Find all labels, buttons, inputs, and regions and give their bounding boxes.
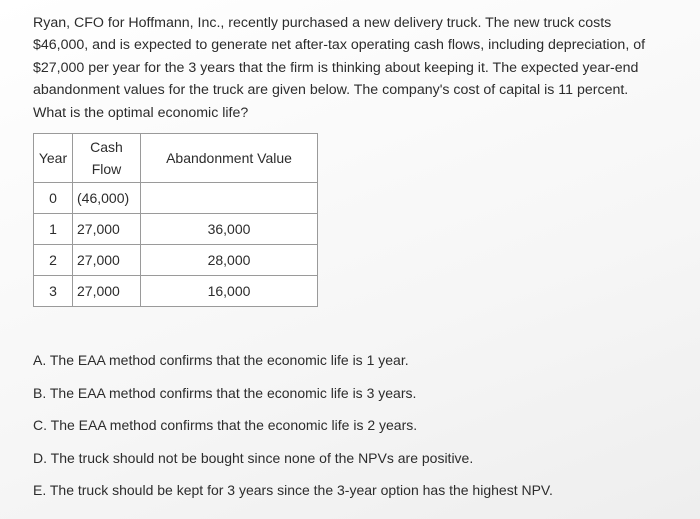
header-abandonment-value: Abandonment Value xyxy=(141,134,318,183)
cash-flow-table xyxy=(33,133,318,307)
cell-abandonment: 28,000 xyxy=(141,245,318,276)
question-line: abandonment values for the truck are given below. The company's cost of capital is 11 percent. xyxy=(33,82,629,99)
question-line: $27,000 per year for the 3 years that the firm is thinking about keeping it. The expected year-end xyxy=(33,59,639,76)
header-year: Year xyxy=(34,134,73,183)
cell-cash-flow: 27,000 xyxy=(73,214,141,245)
header-cash-flow-line1: Cash xyxy=(90,139,123,155)
question-line: Ryan, CFO for Hoffmann, Inc., recently purchased a new delivery truck. The new truck costs xyxy=(33,15,612,31)
cell-year: 0 xyxy=(34,183,73,214)
header-cash-flow-line2: Flow xyxy=(91,161,122,177)
question-text xyxy=(33,12,683,124)
cell-year: 2 xyxy=(34,245,73,276)
answer-option-b[interactable]: B. The EAA method confirms that the economic life is 3 years. xyxy=(33,384,417,401)
table-row xyxy=(34,276,318,307)
answer-option-e[interactable]: E. The truck should be kept for 3 years since the 3-year option has the highest NPV. xyxy=(33,482,553,498)
answer-option-c[interactable]: C. The EAA method confirms that the economic life is 2 years. xyxy=(33,417,418,433)
cell-abandonment: 16,000 xyxy=(141,276,318,307)
question-line: What is the optimal economic life? xyxy=(33,104,249,121)
answer-choices xyxy=(33,350,553,513)
cell-year: 3 xyxy=(34,276,73,307)
table-row xyxy=(34,183,318,214)
table-row xyxy=(34,214,318,245)
cell-year: 1 xyxy=(34,214,73,245)
table-header-row xyxy=(34,134,318,183)
cell-abandonment xyxy=(141,183,318,214)
answer-option-d[interactable]: D. The truck should not be bought since none of the NPVs are positive. xyxy=(33,449,474,466)
cell-cash-flow: 27,000 xyxy=(73,276,141,307)
answer-option-a[interactable]: A. The EAA method confirms that the economic life is 1 year. xyxy=(33,352,409,368)
cell-cash-flow: (46,000) xyxy=(73,183,141,214)
cell-cash-flow: 27,000 xyxy=(73,245,141,276)
table-row xyxy=(34,245,318,276)
cell-abandonment: 36,000 xyxy=(141,214,318,245)
header-cash-flow xyxy=(73,134,141,183)
question-line: $46,000, and is expected to generate net after-tax operating cash flows, including depreciation, of xyxy=(33,37,646,54)
